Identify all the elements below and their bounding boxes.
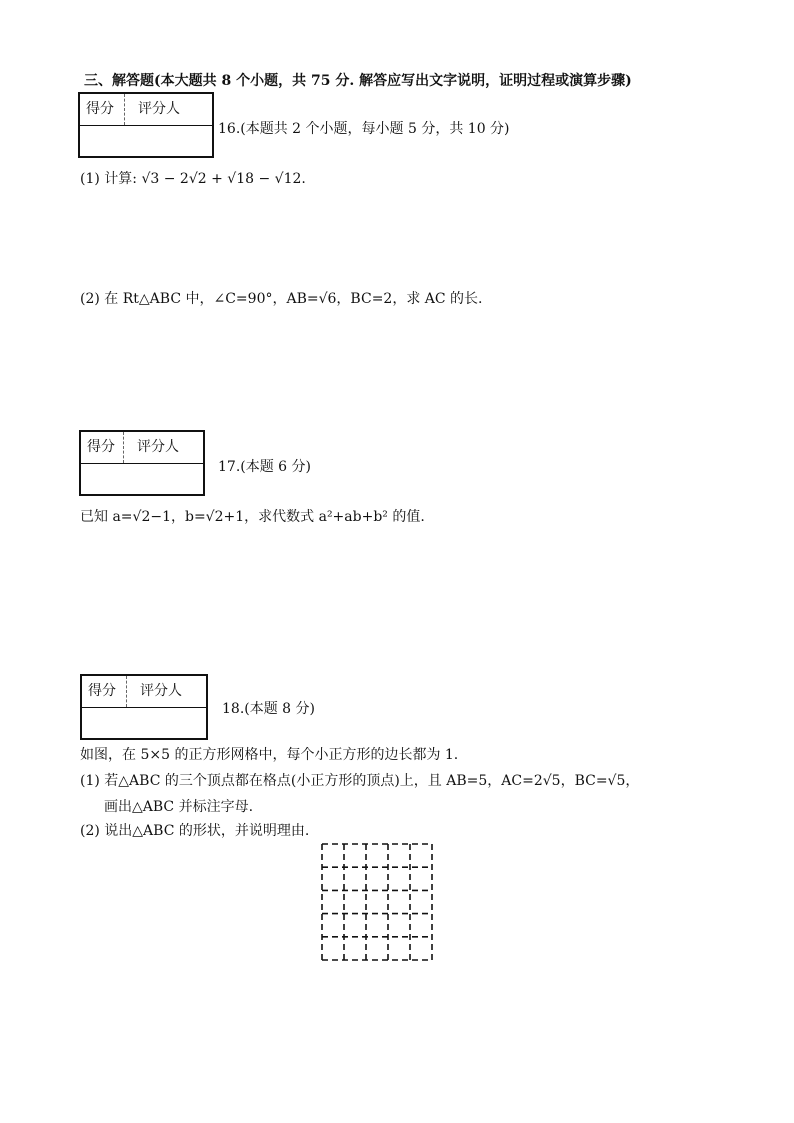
q18-title: 18.(本题 8 分) bbox=[222, 701, 315, 717]
score-box-divider bbox=[124, 94, 125, 125]
section-header: 三、解答题(本大题共 8 个小题，共 75 分. 解答应写出文字说明，证明过程或演算步骤) bbox=[84, 73, 632, 89]
q18-part2: (2) 说出△ABC 的形状，并说明理由. bbox=[80, 823, 310, 839]
score-box-divider bbox=[123, 432, 124, 463]
q17-title: 17.(本题 6 分) bbox=[218, 459, 311, 475]
q16-part1-prefix: (1) 计算: bbox=[80, 171, 137, 187]
score-box-q16 bbox=[78, 92, 214, 158]
q18-part1-line1: (1) 若△ABC 的三个顶点都在格点(小正方形的顶点)上，且 AB=5，AC=2√5，BC=√5， bbox=[80, 773, 640, 789]
grid-svg bbox=[318, 840, 436, 964]
q16-part1-expression: √3 − 2√2 + √18 − √12. bbox=[141, 171, 306, 187]
square-grid-figure bbox=[318, 840, 436, 964]
score-box-q18 bbox=[80, 674, 208, 740]
q18-part1-line2: 画出△ABC 并标注字母. bbox=[104, 799, 254, 815]
grader-label: 评分人 bbox=[138, 101, 180, 117]
q16-title: 16.(本题共 2 个小题，每小题 5 分，共 10 分) bbox=[218, 121, 510, 137]
q18-intro: 如图，在 5×5 的正方形网格中，每个小正方形的边长都为 1. bbox=[80, 747, 459, 763]
score-label: 得分 bbox=[87, 439, 115, 455]
grader-label: 评分人 bbox=[137, 439, 179, 455]
q16-part1 bbox=[80, 170, 306, 188]
score-label: 得分 bbox=[86, 101, 114, 117]
score-box-q17 bbox=[79, 430, 205, 496]
score-label: 得分 bbox=[88, 683, 116, 699]
score-box-divider bbox=[126, 676, 127, 707]
q16-part2: (2) 在 Rt△ABC 中，∠C=90°，AB=√6，BC=2，求 AC 的长. bbox=[80, 291, 483, 307]
grader-label: 评分人 bbox=[140, 683, 182, 699]
q17-text: 已知 a=√2−1，b=√2+1，求代数式 a²+ab+b² 的值. bbox=[80, 509, 425, 525]
